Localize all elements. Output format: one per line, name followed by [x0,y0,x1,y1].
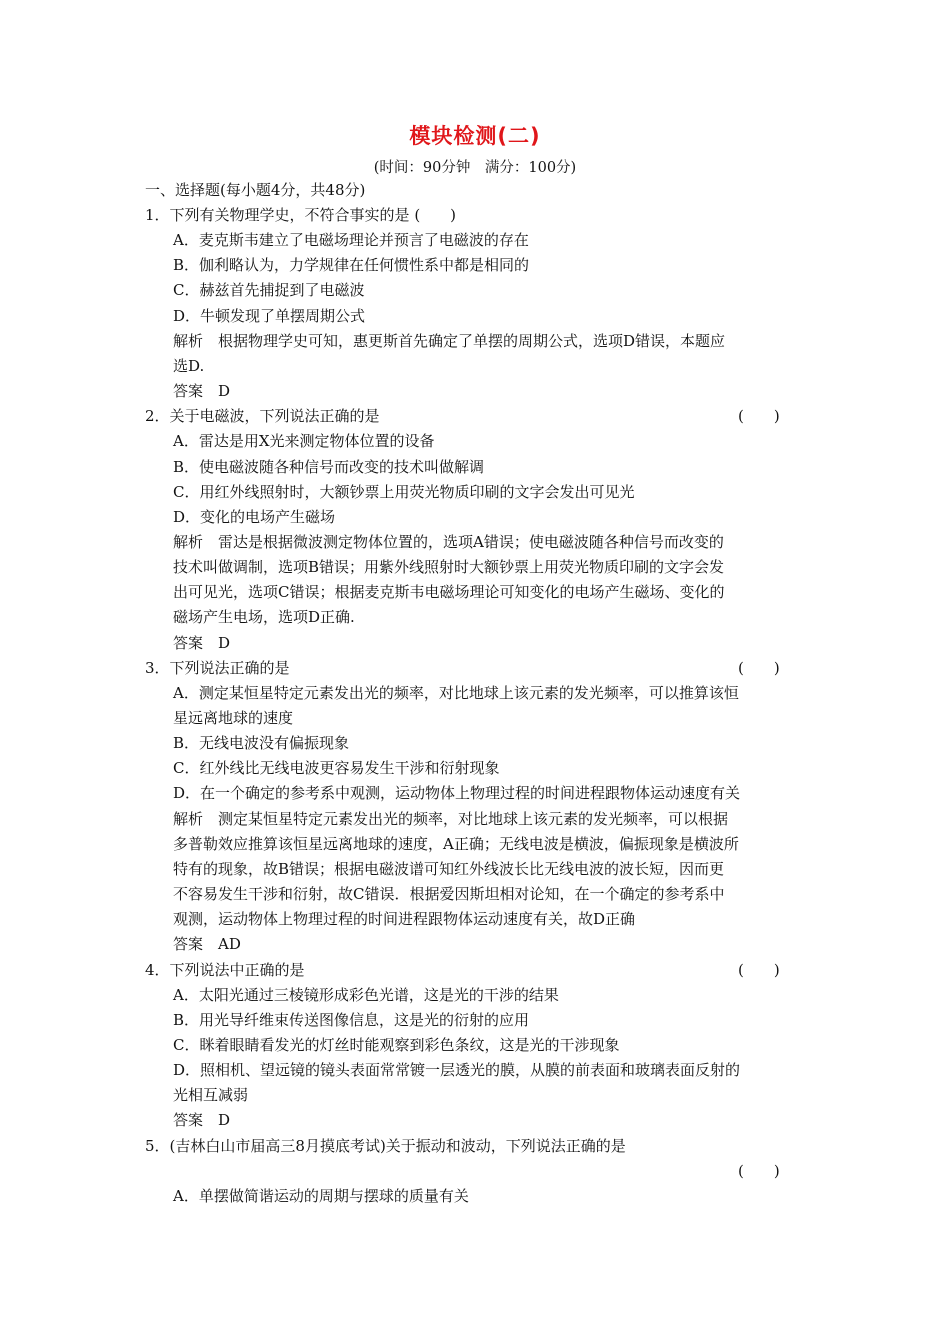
text-line: C．赫兹首先捕捉到了电磁波 [173,281,365,299]
page-title: 模块检测(二) [409,124,541,148]
text-line: A．测定某恒星特定元素发出光的频率，对比地球上该元素的发光频率，可以推算该恒 [173,684,739,702]
text-line: 答案 D [173,382,231,400]
text-line: D．牛顿发现了单摆周期公式 [173,307,366,325]
text-line: B．用光导纤维束传送图像信息，这是光的衍射的应用 [173,1011,530,1029]
text-line: 选D. [173,357,205,375]
text-line: C．红外线比无线电波更容易发生干涉和衍射现象 [173,759,500,777]
text-line: 特有的现象，故B错误；根据电磁波谱可知红外线波长比无线电波的波长短，因而更 [173,860,725,878]
text-line: 答案 D [173,1111,231,1129]
question-line: 1．下列有关物理学史，不符合事实的是 ( ) [145,206,457,224]
text-line: D．在一个确定的参考系中观测，运动物体上物理过程的时间进程跟物体运动速度有关 [173,784,741,802]
text-line: 答案 AD [173,935,241,953]
answer-blank: ( ) [738,1162,780,1180]
text-line: A．太阳光通过三棱镜形成彩色光谱，这是光的干涉的结果 [173,986,559,1004]
text-line: 光相互减弱 [173,1086,249,1104]
answer-blank: ( ) [738,961,780,979]
text-line: A．雷达是用X光来测定物体位置的设备 [173,432,435,450]
text-line: B．使电磁波随各种信号而改变的技术叫做解调 [173,458,485,476]
text-line: 出可见光，选项C错误；根据麦克斯韦电磁场理论可知变化的电场产生磁场、变化的 [173,583,725,601]
question-line: 4．下列说法中正确的是 [145,961,305,979]
text-line: 星远离地球的速度 [173,709,294,727]
text-line: C．眯着眼睛看发光的灯丝时能观察到彩色条纹，这是光的干涉现象 [173,1036,620,1054]
text-line: 答案 D [173,634,231,652]
text-line: 多普勒效应推算该恒星远离地球的速度，A正确；无线电波是横波，偏振现象是横波所 [173,835,739,853]
exam-info: (时间：90分钟 满分：100分) [373,160,577,176]
text-line: 观测，运动物体上物理过程的时间进程跟物体运动速度有关，故D正确 [173,910,636,928]
text-line: D．变化的电场产生磁场 [173,508,336,526]
text-line: 技术叫做调制，选项B错误；用紫外线照射时大额钞票上用荧光物质印刷的文字会发 [173,558,725,576]
text-line: D．照相机、望远镜的镜头表面常常镀一层透光的膜，从膜的前表面和玻璃表面反射的 [173,1061,741,1079]
section-heading: 一、选择题(每小题4分，共48分) [145,181,366,199]
text-line: A．单摆做简谐运动的周期与摆球的质量有关 [173,1187,469,1205]
text-line: 解析 雷达是根据微波测定物体位置的，选项A错误；使电磁波随各种信号而改变的 [173,533,724,551]
answer-blank: ( ) [738,407,780,425]
answer-blank: ( ) [738,659,780,677]
text-line: 磁场产生电场，选项D正确. [173,608,355,626]
text-line: C．用红外线照射时，大额钞票上用荧光物质印刷的文字会发出可见光 [173,483,635,501]
question-line: 2．关于电磁波，下列说法正确的是 [145,407,380,425]
question-line: 3．下列说法正确的是 [145,659,290,677]
text-line: B．无线电波没有偏振现象 [173,734,350,752]
text-line: B．伽利略认为，力学规律在任何惯性系中都是相同的 [173,256,530,274]
text-line: A．麦克斯韦建立了电磁场理论并预言了电磁波的存在 [173,231,529,249]
text-line: 不容易发生干涉和衍射，故C错误．根据爱因斯坦相对论知，在一个确定的参考系中 [173,885,725,903]
text-line: 解析 根据物理学史可知，惠更斯首先确定了单摆的周期公式，选项D错误，本题应 [173,332,726,350]
text-line: 解析 测定某恒星特定元素发出光的频率，对比地球上该元素的发光频率，可以根据 [173,810,729,828]
question-line: 5．(吉林白山市届高三8月摸底考试)关于振动和波动，下列说法正确的是 [145,1137,626,1155]
